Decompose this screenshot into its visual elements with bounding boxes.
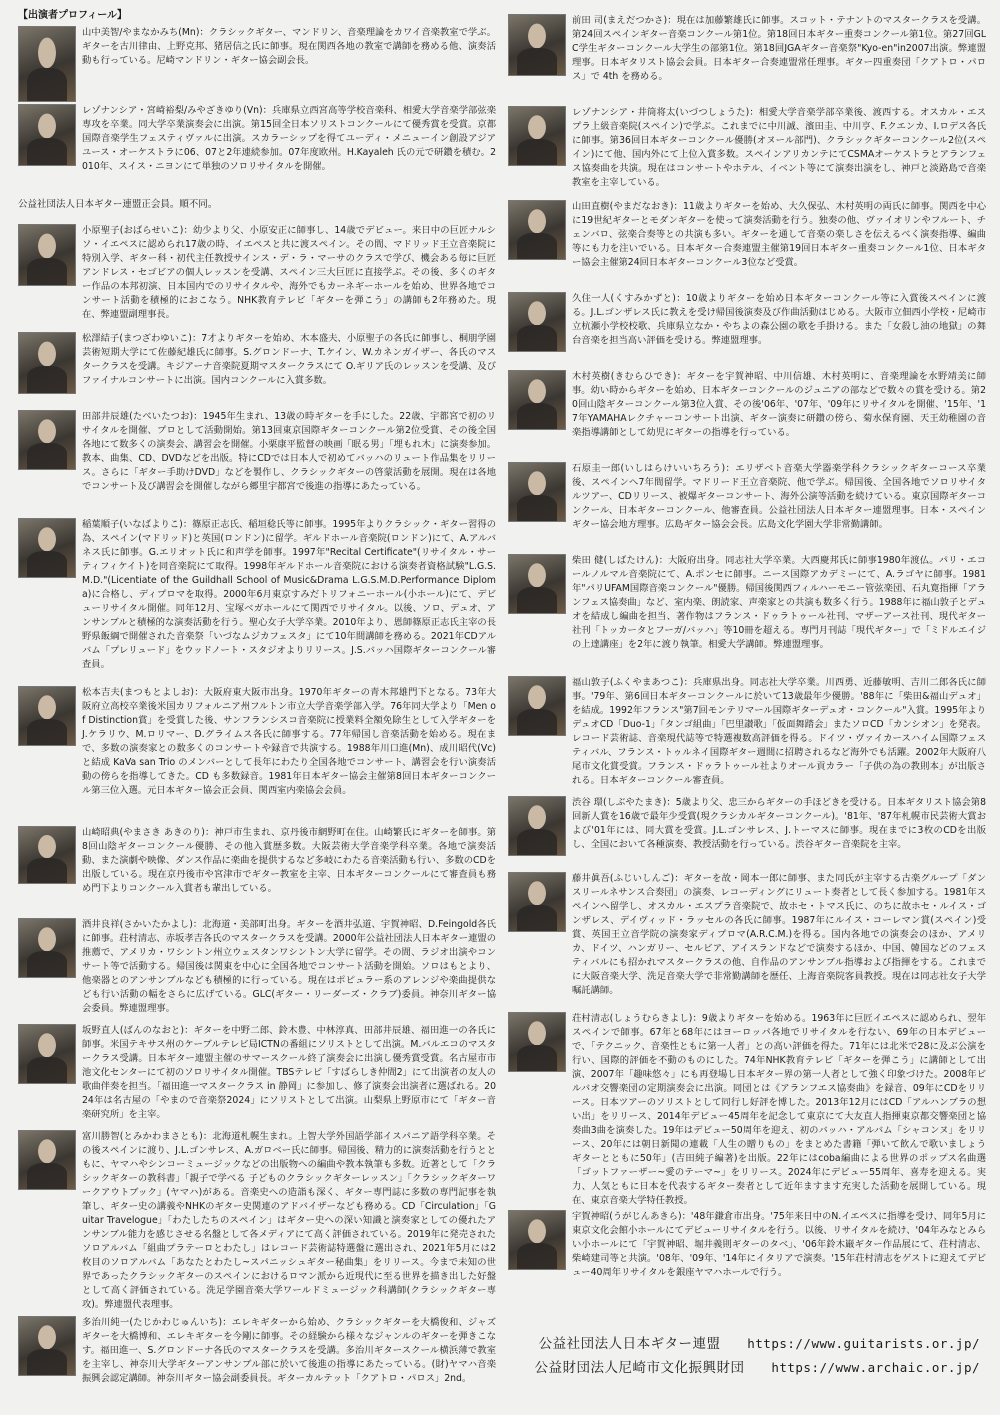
org-url[interactable]: https://www.guitarists.or.jp/ — [747, 1336, 980, 1351]
profile-entry — [18, 518, 496, 672]
profile-entry — [18, 1316, 496, 1386]
profile-text: 山崎昭典(やまさき あきのり)：神戸市生まれ、京丹後市網野町在住。山崎繁氏にギターを師事。第8回山陰ギターコンクール優勝、その他入賞歴多数。大阪芸術大学音楽学科卒業。各地で演奏活動、また演劇や映像、ダンス作品に楽曲を提供するなど多岐にわたる音楽活動も行い、多数のCDを出版している。現在京丹後市や宮津市でギター教室を主宰、日本ギターコンクールにて審査員も務め門下よりコンクール入賞者も輩出している。 — [82, 827, 496, 894]
performer-photo — [508, 14, 566, 76]
performer-photo — [18, 826, 76, 884]
performer-photo — [18, 1024, 76, 1084]
performer-photo — [18, 518, 76, 578]
performer-photo — [18, 1316, 76, 1376]
profile-entry — [18, 686, 496, 798]
performer-photo — [508, 1012, 566, 1072]
profile-text: 山中美智/やまなかみち(Mn)：クラシックギター、マンドリン、音楽理論をカワイ音楽教室で学ぶ。ギターを古川律由、上野克邦、猪居信之氏に師事。現在関西各地の教室で講師を務める他、演奏活動も行っている。尼崎マンドリン・ギター協会副会長。 — [82, 27, 497, 66]
profile-entry — [18, 1024, 496, 1122]
performer-photo — [508, 462, 566, 522]
profile-text: 松澤結子(まつざわゆいこ)：7才よりギターを始め、木本盛夫、小原聖子の各氏に師事し、桐朋学園芸術短期大学にて佐藤紀雄氏に師事。S.グロンドーナ、T.ケイン、W.カネンガイザー、各氏のマスタークラスを受講。キジアーナ音楽院夏期マスタークラスにて O.ギリア氏のレッスンを受講、及びファイナルコンサートに出演。国内コンクールに入賞多数。 — [82, 333, 496, 386]
performer-photo — [508, 796, 566, 856]
profile-text: 酒井良祥(さかいたかよし)：北海道・美部町出身。ギターを酒井弘道、宇賀神昭、D.Feingold各氏に師事。荘村清志、赤坂孝吉各氏のマスタークラスを受講。2000年公益社団法人日本ギター連盟の推薦で、アメリカ・ワシントン州立ウェスタンワシントン大学に留学。その間、ラジオ出演やコンサート等で活動する。帰国後は関東を中心に全国各地でコンサート活動を開始。ソロはもとより、他楽器とのアンサンブルなども積極的に行っている。現在はポピュラー系のアレンジや楽曲提供なども行い活動の幅をさらに広げている。GLC(ギター・リーダーズ・クラブ)委員。神奈川ギター協会委員。弊連盟理事。 — [82, 919, 496, 1014]
section-title: 【出演者プロフィール】 — [18, 10, 127, 21]
profile-entry — [508, 106, 986, 190]
profile-entry — [18, 104, 496, 174]
profile-entry — [508, 1210, 986, 1280]
profile-text: 田部井辰雄(たべいたつお)：1945年生まれ、13歳の時ギターを手にした。22歳、宇都宮で初のリサイタルを開催、プロとして活動開始。第13回東京国際ギターコンクール第2位受賞、その後全国各地にて数多くの演奏会、講習会を開催。小栗康平監督の映画「眠る男」「埋もれ木」に演奏参加。教本、曲集、CD、DVDなどを出版。特にCDでは日本人で初めてバッハのリュート作品集をリリース。さらに「ギター手助けDVD」などを製作し、クラシックギターの啓蒙活動を展開。現在は各地でコンサート及び講習会を開催しながら郷里宇都宮で後進の指導にあたっている。 — [82, 411, 496, 492]
performer-photo — [508, 292, 566, 352]
org-url[interactable]: https://www.archaic.or.jp/ — [771, 1360, 980, 1375]
profile-text: 久住一人(くすみかずと)：10歳よりギターを始め日本ギターコンクール等に入賞後スペインに渡る。J.L.ゴンザレス氏に教えを受け帰国後演奏及び作曲活動はじめる。大阪市立佃西小学校・尼崎市立杭瀬小学校校歌、兵庫県立なか・やちよの森公園の歌を手掛ける。また「女殺し油の地獄」の舞台音楽を担当高い評価を受ける。弊連盟理事。 — [572, 293, 986, 346]
footer-org-1 — [539, 1332, 980, 1352]
profile-text: 稲葉順子(いなばよりこ)：篠原正志氏、稲垣稔氏等に師事。1995年よりクラシック・ギター習得の為、スペイン(マドリッド)と英国(ロンドン)に留学。ギルドホール音楽院(ロンドン)にて、A.アルバネス氏に師事。G.エリオット氏に和声学を師事。1997年"Recital Certificate"(リサイタル・サーティフィケイト)を同音楽院にて取得。1998年ギルドホール音楽院における演奏者資格試験"L.G.S.M.D."(Licentiate of the Guildhall School of Music&Drama L.G.S.M.D.Performance Diploma)に合格し、ディプロマを取得。2000年6月東京すみだトリフォニーホール(小ホール)にて、デビューリサイタル開催。同年12月、宝塚ベガホールにて関西でリサイタル。以後、ソロ、デュオ、アンサンブルと積極的な演奏活動を行う。聖心女子大学卒業。2010年より、恩師篠原正志氏主宰の長野県飯綱で開催された音楽祭「いづなムジカフェスタ」にて10年間講師を務める。2021年CDアルバム「プレリュード」をウッドノート・スタジオよりリリース。J.S.バッハ国際ギターコンクール審査員。 — [82, 519, 496, 670]
performer-photo — [508, 554, 566, 614]
profile-entry — [18, 1130, 496, 1312]
profile-text: 前田 司(まえだつかさ)：現在は加藤繁雄氏に師事。スコット・テナントのマスタークラスを受講。第24回スペインギター音楽コンクール第1位。第18回日本ギター重奏コンクール第1位。第27回GLC学生ギターコンクール大学生の部第1位。第18回JGAギター音楽祭"Kyo-en"in2007出演。弊連盟理事。日本ギタリスト協会会員。日本ギター合奏連盟常任理事。ギター四重奏団「クアトロ・パロス」で 4th を務める。 — [572, 15, 986, 82]
performer-photo — [18, 26, 76, 102]
performer-photo — [18, 104, 76, 166]
profile-text: 石原圭一郎(いしはらけいいちろう)：エリザベト音楽大学器楽学科クラシックギターコース卒業後、スペインへ7年間留学。マドリード王立音楽院、他で学ぶ。帰国後、全国各地でソロリサイタルツアー、CDリリース、被爆ギターコンサート、海外公演等活動を続けている。東京国際ギターコンクール、日本ギターコンクール、他審査員。公益社団法人日本ギター連盟理事。日本・スペインギター協会地方理事。広島ギター協会会長。広島文化学園大学非常勤講師。 — [572, 463, 986, 530]
profile-entry — [18, 918, 496, 1016]
profile-text: レゾナンシア・宮崎裕梨/みやざきゆり(Vn)：兵庫県立西宮高等学校音楽科、相愛大学音楽学部弦楽専攻を卒業。同大学卒業演奏会に出演。第15回全日本ソリストコンクールにて優秀賞を受賞。京都国際音楽学生フェスティヴァルに出演。スカラーシップを得てユーディ・メニューイン創設アジアユース・オーケストラに06、07と2年連続参加。07年度欧州。H.Kayaleh 氏の元で研鑽を積む。2010年、スイス・ニヨンにて単独のソロリサイタルを開催。 — [82, 105, 496, 172]
performer-photo — [18, 410, 76, 470]
profile-text: 木村英樹(きむらひでき)：ギターを宇賀神昭、中川信雄、木村英明に、音楽理論を水野靖美に師事。幼い時からギターを始め、日本ギターコンクールのジュニアの部などで数々の賞を受ける。第20回山陰ギターコンクール第3位入賞、その後'06年、'07年、'09年にリサイタルを開催、'15年、'17年YAMAHAレクチャーコンサート出演、ギター演奏に研鑽の傍ら、菊水保育園、天王幼稚園の音楽指導講師として幼児にギターの指導を行っている。 — [572, 371, 986, 438]
member-note: 公益社団法人日本ギター連盟正会員。順不同。 — [18, 199, 218, 210]
profile-entry — [18, 26, 496, 68]
performer-photo — [18, 918, 76, 978]
profile-entry — [508, 200, 986, 270]
profile-text: 宇賀神昭(うがじんあきら)：'48年鎌倉市出身。'75年来日中のN.イエペスに指導を受け、同年5月に東京文化会館小ホールにてデビューリサイタルを行う。以後、リサイタルを続け、'04年みなとみらい小ホールにて「宇賀神昭、堀井義則ギターのタベ」、'06年鈴木巌ギター作品展にて、荘村清志、柴崎建司等と共演。'08年、'09年、'14年にイタリアで演奏。'15年荘村清志をゲストに迎えてデビュー40周年リサイタルを銀座ヤマハホールで行う。 — [572, 1211, 986, 1278]
profile-entry — [508, 14, 986, 84]
profile-text: レゾナンシア・井筒将太(いづつしょうた)：相愛大学音楽学部卒業後、渡西する。オスカル・エスプラ上級音楽院(スペイン)で学ぶ。これまでに中川誠、濱田圭、中川亨、F.クエンカ、I.ロデス各氏に師事。第36回日本ギターコンクール優勝(オヌール部門)、クラシックギターコンクール2位(スペイン)にて他、国内外にて上位入賞多数。スペインアリカンテにてCSMAオーケストラとアランフェス協奏曲を共演。現在はコンサートやホテル、イベント等にて演奏出演をし、神戸と淡路島で音楽教室を主宰している。 — [572, 107, 986, 188]
profile-text: 柴田 健(しばたけん)：大阪府出身。同志社大学卒業。大西慶邦氏に師事1980年渡仏。パリ・エコールノルマル音楽院にて、A.ポンセに師事。ニース国際アカデミーにて、A.ラゴヤに師事。1981年"パリUFAM国際音楽コンクール"優勝。帰国後関西フィルハーモニー管弦楽団、石丸寛指揮「アランフェス協奏曲」など、室内楽、朗読家、声楽家との共演も数多く行う。1988年に福山敦子とデュオを結成し編曲を担当、著作物はフランス・ドゥラトゥール社刊、マザーアース社刊、現代ギター社刊「トッカータとフーガ/バッハ」等10冊を超える。専門月刊誌「現代ギター」で「ミドルエイジの上達講座」を2年に渡り執筆。相愛大学講師。弊連盟理事。 — [572, 555, 986, 650]
profile-text: 松本吉夫(まつもとよしお)：大阪府東大阪市出身。1970年ギターの青木邦雄門下となる。73年大阪府立高校卒業後米国カリフォルニア州フルトン市立大学音楽学部入学。76年同大学より「Men of Distinction賞」を受賞した後、サンフランシスコ音楽院に授業料全額免除生として入学ギターを J.ケラリウ、M.ロリマー、D.グライムス各氏に師事する。77年帰国し音楽活動を始める。現在まで、多数の演奏家との数多くのコンサートや録音で共演する。1988年川口進(Mn)、成川昭代(Vc)と結成 KaVa san Trio のメンバーとして長年にわたり全国各地でコンサート、講習会を行い演奏活動の傍らを指導してきた。CD も多数録音。1981年日本ギター協会主催第8回日本ギターコンクール第三位入選。元日本ギター協会正会員、関西室内楽協会会員。 — [82, 687, 496, 796]
performer-photo — [508, 676, 566, 736]
profile-entry — [508, 554, 986, 652]
profile-text: 坂野直人(ばんのなおと)：ギターを中野二郎、鈴木豊、中林淳真、田部井辰雄、福田進一の各氏に師事。米国テキサス州のケーブルテレビ局ICTNの番組にソリストとして出演。M.バルエコのマスタークラス受講。日本ギター連盟主催のサマースクール終了演奏会に出演し優秀賞受賞。名古屋市市池文化センターにて初のソロリサイタル開催。TBSテレビ「すばらしき仲間2」にて出演者の友人の歌曲伴奏を担当。「福田進一マスタークラス in 静岡」に参加し、修了演奏会出演者に選ばれる。2024年は名古屋の「やまので音楽祭2024」にソリストとして出演。山梨県上野原市にて「ギター音楽研究所」を主宰。 — [82, 1025, 496, 1120]
profile-entry — [508, 872, 986, 998]
footer-org-2 — [535, 1356, 980, 1376]
org-name: 公益財団法人尼崎市文化振興財団 — [534, 1360, 745, 1376]
performer-photo — [18, 1130, 76, 1190]
profile-entry — [508, 676, 986, 788]
org-name: 公益社団法人日本ギター連盟 — [538, 1336, 721, 1352]
profile-text: 小原聖子(おばらせいこ)：幼少より父、小原安正に師事し、14歳でデビュー。来日中の巨匠ナルシソ・イエペスに認められ17歳の時、イエペスと共に渡スペイン。その間、マドリッド王立音楽院に特別入学、ギター科・初代主任教授サインス・デ・ラ・マーサのクラスで学び、機会ある毎に巨匠アンドレス・セゴビアの個人レッスンを受講、スペイン三大巨匠に直接学ぶ。その後、多くのギター作品の本邦初演、日本国内でのリサイタルや、海外でもカーネギーホールを始め、世界各地でコンサート活動を積極的におこなう。NHK教育テレビ「ギターを弾こう」の講師も2年務めた。現在、弊連盟副理事長。 — [82, 225, 496, 320]
profile-entry — [508, 292, 986, 348]
profile-entry — [508, 796, 986, 852]
profile-entry — [18, 410, 496, 494]
profile-text: 藤井眞吾(ふじいしんご)：ギターを故・岡本一郎に師事、また同氏が主宰する古楽グループ「ダンスリールネサンス合奏団」の演奏、レコーディングにリュート奏者として長く参加する。1981年スペインへ留学し、オスカル・エスプラ音楽院で、故ホセ・トマス氏に、のちに故ホセ・ルイス・ゴンザレス、デイヴィッド・ラッセルの各氏に師事。1987年にルイス・コーレマン賞(スペイン)受賞、英国王立音学院の演奏家ディプロマ(A.R.C.M.)を得る。国内各地での演奏会のほか、アメリカ、ドイツ、ハンガリー、セルビア、アイスランドなどで演奏するほか、中国、韓国などのフェスティバルにも招かれマスタークラスの他、自作品のアンサンブル指導および指揮をする。これまでに大阪音楽大学、洗足音楽大学で非常勤講師を歴任、上海音楽院客員教授。現在は同志社女子大学嘱託講師。 — [572, 873, 986, 996]
performer-photo — [508, 200, 566, 260]
profile-text: 渋谷 環(しぶやたまき)：5歳より父、忠三からギターの手ほどきを受ける。日本ギタリスト協会第8回新人賞を16歳で最年少受賞(現クラシカルギターコンクール)。'81年、'87年札幌市民芸術大賞および'01年には、同大賞を受賞。J.L.ゴンサレス、J.トーマスに師事。現在までに3枚のCDを出版し、全国において各種演奏、教授活動を行っている。渋谷ギター音楽院を主宰。 — [572, 797, 986, 850]
profile-text: 福山敦子(ふくやまあつこ)：兵庫県出身。同志社大学卒業。川西勇、近藤敏明、吉川二郎各氏に師事。'79年、第6回日本ギターコンクールに於いて13歳最年少優勝。'88年に「柴田&福山デュオ」を結成。1992年フランス"第7回モンテリマール国際ギターデュオ・コンクール"入賞。1995年よりデュオCD「Duo-1」「タンゴ組曲」「巴里讃歌」「仮面舞踏会」またソロCD「カンシオン」を発表。レコード芸術誌、音楽現代誌等で特選複数高評価を得る。ドイツ・ヴァイカースハイム国際フェスティバル、フランス・トゥルネイ国際ギター週間に招聘されるなど海外でも活躍。2002年大阪府八尾市文化賞受賞。フランス・ドゥラトゥール社よりオール貢カラー「子供の為の教則本」が出版される。日本ギターコンクール審査員。 — [572, 677, 986, 786]
profile-entry — [18, 332, 496, 388]
performer-photo — [18, 686, 76, 746]
profile-entry — [508, 370, 986, 440]
profile-text: 富川勝智(とみかわまさとも)：北海道札幌生まれ。上智大学外国語学部イスパニア語学科卒業。その後スペインに渡り、J.L.ゴンサレス、A.ガロベー氏に師事。帰国後、精力的に演奏活動を行うとともに、ヤマハやシンコーミュージックなどの出版物への編曲や教本執筆も多数。近著として「クラシックギターの教科書」「親子で学べる 子どものクラシックギターレッスン」「クラシックギターワークアウトブック」(ヤマハ)がある。音楽史への造詣も深く、ギター専門誌に多数の専門記事を執筆し、ギター史の講義やNHKのギター史関連のアドバイザーなども務める。CD「Circulation」「Guitar Travelogue」「わたしたちのスペイン」はギター史への深い知識と演奏家としての優れたアンサンブル能力を感じさせる名盤として各メディアにて高く評価されている。2019年に発売されたソロアルバム「組曲プラテーロとわたし」はレコード芸術誌特選盤に選出され、2021年5月には2枚目のソロアルバム「あなたとわたし~スパニッシュギター秘曲集」をリリース。今まで未知の世界であったクラシックギターのスペインにおけるロマン派から近現代に至る世界を描き出した好盤として高く評価されている。洗足学園音楽大学ワールドミュージック科講師(クラシックギター専攻)。弊連盟代表理事。 — [82, 1131, 496, 1310]
performer-photo — [508, 1210, 566, 1270]
profile-entry — [18, 224, 496, 322]
profile-text: 山田直樹(やまだなおき)：11歳よりギターを始め、大久保弘、木村英明の両氏に師事。関西を中心に19世紀ギターとモダンギターを使って演奏活動を行う。独奏の他、ヴァイオリンやフルート、チェンバロ、弦楽合奏等との共演も多い。ギターを通して音楽の楽しさを伝えるべく演奏指導、編曲等にも力を注いでいる。日本ギター合奏連盟主催第19回日本ギター重奏コンクール1位、日本ギター協会主催第24回日本ギターコンクール3位など受賞。 — [572, 201, 986, 268]
profile-text: 多治川純一(たじかわじゅんいち)：エレキギターから始め、クラシックギターを大橋俊和、ジャズギターを大橋博和、エレキギターを今剛に師事。その経験から様々なジャンルのギターを弾きこなす。福田進一、S.グロンドーナ各氏のマスタークラスを受講。多治川ギタースクール横浜薄で教室を主宰し、神奈川大学ギターアンサンブル部に於いて後進の指導にあたっている。(財)ヤマハ音楽振興会認定講師。神奈川ギター協会副委員長。ギターカルテット「クアトロ・パロス」2nd。 — [82, 1317, 496, 1384]
performer-photo — [508, 106, 566, 166]
performer-photo — [18, 332, 76, 394]
performer-photo — [508, 370, 566, 430]
profile-text: 荘村清志(しょうむらきよし)：9歳よりギターを始める。1963年に巨匠イエペスに認められ、翌年スペインで師事。67年と68年にはヨーロッパ各地でリサイタルを行ない、69年の日本デビューで、「テクニック、音楽性ともに第一人者」との高い評価を得た。71年には北米で28に及ぶ公演を行い、国際的評価を不動のものにした。74年NHK教育テレビ「ギターを弾こう」に講師として出演、2007年「趣味悠々」にも再登場し日本ギター界の第一人者として強く印象づけた。2008年ビルバオ交響楽団の定期演奏会に出演。同団とは《アランフエス協奏曲》を録音、09年にCDをリリース。日本ツアーのソリストとして同行し好評を博した。2013年12月にはCD「アルハンブラの想い出」をリリース、2014年デビュー45周年を記念して東京にて大友直人指揮東京都交響楽団と協奏曲3曲を演奏した。19年はデビュー50周年を迎え、初のバッハ・アルバム「シャコンヌ」をリリース、20年には朝日新聞の連載「人生の贈りもの」をまとめた書籍「弾いて飲んで歌いましょう ギターとともに50年」(吉田純子編著)を出版。22年にはcoba編曲による世界のポップス名曲選「ゴットファーザー~愛のテーマ~」をリリース。2024年にデビュー55周年、喜寿を迎える。実力、人気ともに日本を代表するギター奏者として近年ますます充実した活動を展開している。現在、東京音楽大学特任教授。 — [572, 1013, 986, 1206]
performer-photo — [18, 224, 76, 286]
profile-entry — [18, 826, 496, 896]
profile-entry — [508, 462, 986, 532]
profile-entry — [508, 1012, 986, 1208]
performer-photo — [508, 872, 566, 932]
